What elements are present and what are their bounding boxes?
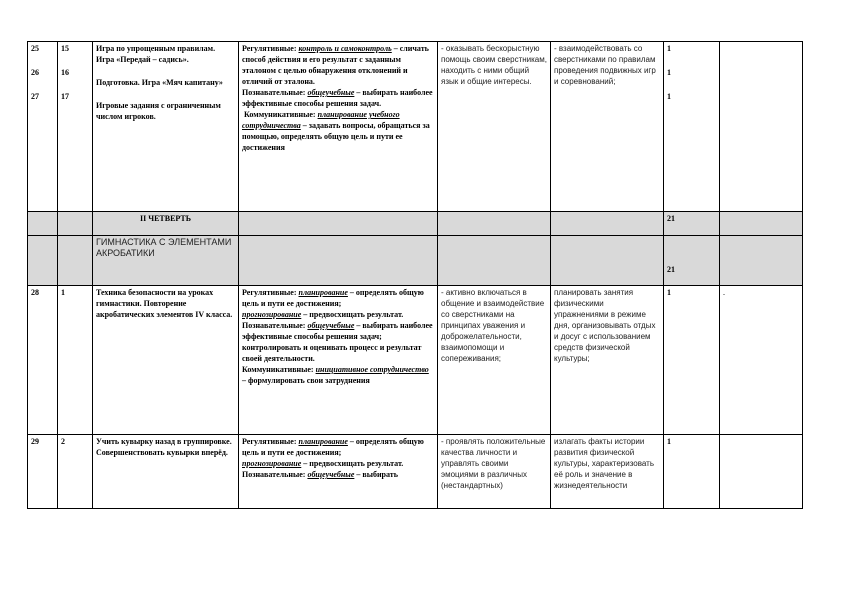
table-row <box>28 435 803 509</box>
uud-term: общеучебные <box>307 321 355 330</box>
section-lesson-number: 15 <box>61 44 69 53</box>
personal-results-cell: - оказывать бескорыстную помощь своим сверстникам, находить с ними общий язык и общие интересы. <box>438 42 551 212</box>
uud-text: – выбирать <box>354 470 398 479</box>
uud-label: Коммуникативные: <box>244 110 316 119</box>
uud-label: Регулятивные: <box>242 44 297 53</box>
section-hours: 21 <box>664 236 720 286</box>
hours-value: 1 <box>664 435 720 509</box>
hours-value: 1 <box>667 92 671 101</box>
section-lesson-number: 1 <box>58 286 93 435</box>
lesson-number-cell <box>28 42 58 212</box>
lesson-topic: Техника безопасности на уроках гимнастики. Повторение акробатических элементов IV класса. <box>93 286 239 435</box>
section-lesson-number: 16 <box>61 68 69 77</box>
notes-cell <box>720 42 803 212</box>
hours-value: 1 <box>664 286 720 435</box>
uud-term: прогнозирование <box>242 459 302 468</box>
uud-text: – предвосхищать результат. <box>301 310 404 319</box>
lesson-topic-cell <box>93 42 239 212</box>
uud-label: Познавательные: <box>242 321 306 330</box>
uud-label: Регулятивные: <box>242 288 297 297</box>
uud-term: планирование <box>298 288 348 297</box>
lesson-number: 28 <box>28 286 58 435</box>
lesson-number: 29 <box>28 435 58 509</box>
uud-term: прогнозирование <box>242 310 302 319</box>
lesson-topic: Игра по упрощенным правилам. Игра «Передай – садись». <box>96 44 216 64</box>
uud-text: – выбирать наиболее эффективные способы решения задач; контролировать и оценивать процесс и результат своей деятельности. <box>242 321 433 363</box>
personal-results-cell: - проявлять положительные качества личности и управлять своими эмоциями в различных (нестандартных) <box>438 435 551 509</box>
table-row <box>28 42 803 212</box>
meta-results-cell: планировать занятия физическими упражнениями в режиме дня, организовывать отдых и досуг с использованием средств физической культуры; <box>551 286 664 435</box>
notes-cell <box>720 435 803 509</box>
quarter-row <box>28 212 803 236</box>
uud-text: – выбирать наиболее эффективные способы решения задач. <box>242 88 433 108</box>
personal-results-cell: - активно включаться в общение и взаимодействие со сверстниками на принципах уважения и доброжелательности, взаимопомощи и сопереживания; <box>438 286 551 435</box>
uud-label: Познавательные: <box>242 470 306 479</box>
quarter-title: II ЧЕТВЕРТЬ <box>93 212 239 236</box>
uud-text: – определять общую цель и пути ее достижения; <box>242 437 424 457</box>
section-row <box>28 236 803 286</box>
uud-term: общеучебные <box>307 470 355 479</box>
uud-term: инициативное сотрудничество <box>315 365 429 374</box>
uud-term: контроль и самоконтроль <box>298 44 392 53</box>
uud-term: планирование учебного сотрудничества <box>242 110 400 130</box>
hours-value: 1 <box>667 44 671 53</box>
meta-results-cell: излагать факты истории развития физической культуры, характеризовать её роль и значение в жизнедеятельности <box>551 435 664 509</box>
uud-label: Коммуникативные: <box>242 365 314 374</box>
lesson-number: 26 <box>31 68 39 77</box>
section-lesson-number: 2 <box>58 435 93 509</box>
lesson-plan-table <box>27 41 803 509</box>
hours-value: 1 <box>667 68 671 77</box>
lesson-number: 27 <box>31 92 39 101</box>
uud-label: Познавательные: <box>242 88 306 97</box>
section-lesson-number: 17 <box>61 92 69 101</box>
section-title: ГИМНАСТИКА С ЭЛЕМЕНТАМИ АКРОБАТИКИ <box>93 236 239 286</box>
uud-text: – определять общую цель и пути ее достижения; <box>242 288 424 308</box>
meta-results-cell: - взаимодействовать со сверстниками по правилам проведения подвижных игр и соревнований; <box>551 42 664 212</box>
uud-text: – предвосхищать результат. <box>301 459 404 468</box>
section-lesson-number-cell <box>58 42 93 212</box>
uud-term: общеучебные <box>307 88 355 97</box>
uud-text: – задавать вопросы, обращаться за помощью, определять общую цель и пути ее достижения <box>242 121 430 152</box>
lesson-topic: Игровые задания с ограниченным числом игроков. <box>96 101 221 121</box>
uud-term: планирование <box>298 437 348 446</box>
learning-activities-cell <box>239 286 438 435</box>
lesson-topic: Подготовка. Игра «Мяч капитану» <box>96 78 223 87</box>
learning-activities-cell <box>239 435 438 509</box>
quarter-hours: 21 <box>664 212 720 236</box>
hours-cell <box>664 42 720 212</box>
learning-activities-cell <box>239 42 438 212</box>
lesson-number: 25 <box>31 44 39 53</box>
uud-label: Регулятивные: <box>242 437 297 446</box>
table-row <box>28 286 803 435</box>
uud-text: – сличать способ действия и его результат с заданным эталоном с целью обнаружения отклонений и отличий от эталона. <box>242 44 429 86</box>
lesson-topic: Учить кувырку назад в группировке. Совершенствовать кувырки вперёд. <box>93 435 239 509</box>
uud-text: – формулировать свои затруднения <box>242 376 370 385</box>
notes-cell: . <box>720 286 803 435</box>
